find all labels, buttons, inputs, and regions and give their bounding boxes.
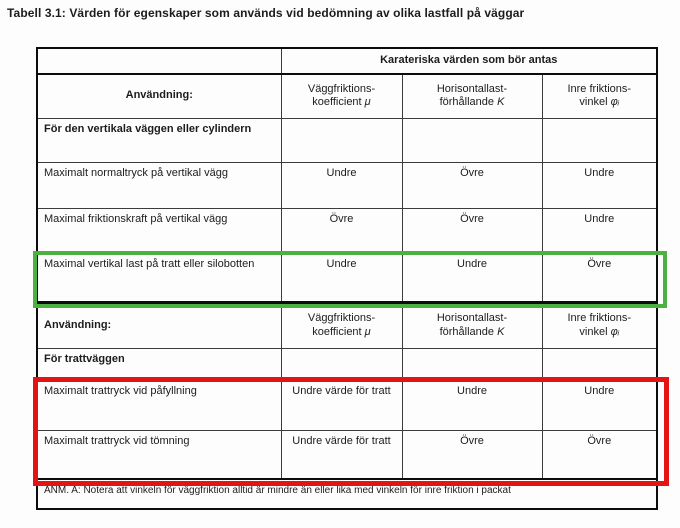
col-header-line1: Horisontallast- [436,311,508,324]
note-text: ANM. A: Notera att vinkeln för väggfriktion alltid är mindre än eller lika med vinkeln för inre friktion i packat [37,479,657,509]
col-header-line1: Horisontallast- [436,82,508,95]
table-row-highlight-green [37,253,657,302]
value-cell: Undre värde för tratt [281,430,402,479]
empty-cell [281,348,402,380]
col-header-line1: Väggfriktions- [307,311,376,324]
value-cell: Övre [402,208,542,253]
properties-table [36,47,658,510]
col-header-internal-friction [542,74,657,118]
value-cell: Undre [542,380,657,430]
table-row-group-1 [37,118,657,162]
value-cell: Undre [402,380,542,430]
col-header-symbol: K [497,96,505,109]
value-cell: Undre [281,162,402,208]
empty-cell [542,118,657,162]
table-caption: Tabell 3.1: Värden för egenskaper som används vid bedömning av olika lastfall på väggar [7,6,525,20]
row-label-cell: Maximalt trattryck vid påfyllning [37,380,281,430]
value-cell: Övre [402,430,542,479]
col-header-wall-friction [281,302,402,348]
row-label-cell: Maximalt normaltryck på vertikal vägg [37,162,281,208]
group-label-cell: För trattväggen [37,348,281,380]
value-cell: Undre värde för tratt [281,380,402,430]
col-header-internal-friction [542,302,657,348]
row-label-cell: Maximal vertikal last på tratt eller silobotten [37,253,281,302]
empty-cell [281,118,402,162]
col-header-symbol: φᵢ [610,325,620,338]
table-row [37,208,657,253]
value-cell: Undre [402,253,542,302]
col-header-line2: koefficient [312,96,362,109]
value-cell: Övre [281,208,402,253]
usage-header-cell-2: Användning: [37,302,281,348]
col-header-line2: vinkel [579,325,608,338]
col-header-line2: koefficient [312,325,362,338]
value-cell: Övre [402,162,542,208]
table-row-highlight-red [37,430,657,479]
table-row [37,162,657,208]
table-row-span-header [37,48,657,74]
table-row-highlight-red [37,380,657,430]
col-header-line2: förhållande [439,96,495,109]
table-row-header-1 [37,74,657,118]
col-header-wall-friction [281,74,402,118]
row-label-cell: Maximalt trattryck vid tömning [37,430,281,479]
col-header-symbol: μ [364,325,371,338]
table-row-header-2 [37,302,657,348]
col-header-line1: Inre friktions- [567,82,632,95]
col-header-horizontal-load [402,302,542,348]
group-label-cell: För den vertikala väggen eller cylindern [37,118,281,162]
empty-cell [402,348,542,380]
table-container [36,47,656,510]
table-row-group-2 [37,348,657,380]
empty-cell [542,348,657,380]
col-header-line2: vinkel [579,96,608,109]
span-header-cell: Karateriska värden som bör antas [281,48,657,74]
value-cell: Övre [542,253,657,302]
col-header-symbol: φᵢ [610,96,620,109]
col-header-symbol: μ [364,96,371,109]
col-header-line2: förhållande [439,325,495,338]
value-cell: Undre [542,162,657,208]
col-header-symbol: K [497,325,505,338]
table-row-note [37,479,657,509]
value-cell: Övre [542,430,657,479]
usage-header-cell-1: Användning: [37,74,281,118]
col-header-line1: Inre friktions- [567,311,632,324]
empty-cell [402,118,542,162]
value-cell: Undre [542,208,657,253]
value-cell: Undre [281,253,402,302]
empty-cell [37,48,281,74]
col-header-line1: Väggfriktions- [307,82,376,95]
col-header-horizontal-load [402,74,542,118]
row-label-cell: Maximal friktionskraft på vertikal vägg [37,208,281,253]
